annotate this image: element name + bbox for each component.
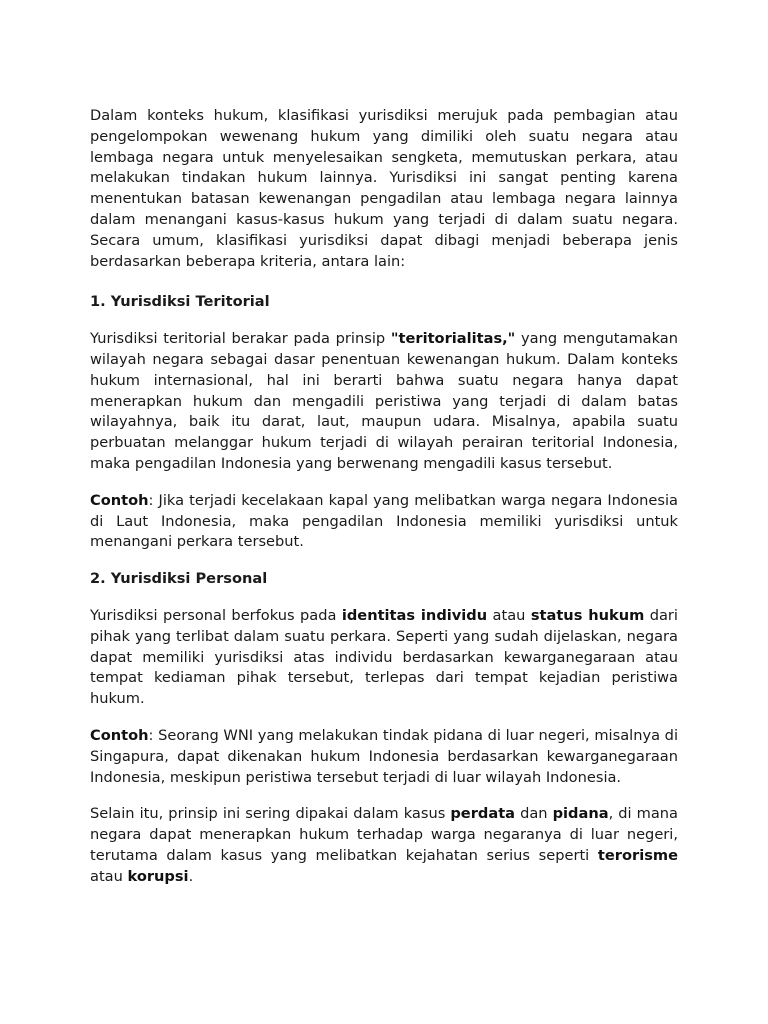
text-run: . xyxy=(188,867,194,885)
bold-term-teritorialitas: "teritorialitas," xyxy=(390,330,516,348)
section-heading-territorial: 1. Yurisdiksi Teritorial xyxy=(90,293,270,311)
text-run: atau xyxy=(487,606,531,624)
bold-term-perdata: perdata xyxy=(450,805,516,823)
text-run: Yurisdiksi teritorial berakar pada prinsip xyxy=(90,330,391,348)
personal-paragraph xyxy=(90,606,678,710)
text-run: , di mana negara dapat menerapkan hukum terhadap warga negaranya di luar negeri, terutama dalam kasus yang melibatkan kejahatan serius seperti xyxy=(90,805,678,864)
text-run: dari pihak yang terlibat dalam suatu perkara. Seperti yang sudah dijelaskan, negara dapat memiliki yurisdiksi atas individu berdasarkan kewarganegaraan atau tempat kediaman pihak tersebut, terlepas dari tempat kejadian peristiwa hukum. xyxy=(90,606,678,708)
document-page xyxy=(90,106,678,888)
bold-term-status-hukum: status hukum xyxy=(530,606,645,624)
bold-term-pidana: pidana xyxy=(552,805,609,823)
bold-term-terorisme: terorisme xyxy=(597,846,678,864)
section-heading-personal: 2. Yurisdiksi Personal xyxy=(90,570,268,588)
example-label: Contoh xyxy=(90,726,149,744)
territorial-example xyxy=(90,491,678,553)
text-run: Yurisdiksi personal berfokus pada xyxy=(90,606,342,624)
example-text: : Seorang WNI yang melakukan tindak pidana di luar negeri, misalnya di Singapura, dapat dikenakan hukum Indonesia berdasarkan kewarganegaraan Indonesia, meskipun peristiwa tersebut terjadi di luar wilayah Indonesia. xyxy=(90,726,678,786)
text-run: dan xyxy=(515,805,553,823)
example-text: : Jika terjadi kecelakaan kapal yang melibatkan warga negara Indonesia di Laut Indonesia, maka pengadilan Indonesia memiliki yurisdiksi untuk menangani perkara tersebut. xyxy=(90,491,678,551)
section-territorial xyxy=(90,292,678,553)
text-run: atau xyxy=(90,867,128,885)
bold-term-identitas-individu: identitas individu xyxy=(341,606,488,624)
territorial-paragraph xyxy=(90,329,678,475)
personal-closing-paragraph xyxy=(90,804,678,887)
personal-example xyxy=(90,726,678,788)
example-label: Contoh xyxy=(90,491,149,509)
text-run: yang mengutamakan wilayah negara sebagai dasar penentuan kewenangan hukum. Dalam konteks hukum internasional, hal ini berarti bahwa suatu negara hanya dapat menerapkan hukum dan mengadili peristiwa yang terjadi di dalam batas wilayahnya, baik itu darat, laut, maupun udara. Misalnya, apabila suatu perbuatan melanggar hukum terjadi di wilayah perairan teritorial Indonesia, maka pengadilan Indonesia yang berwenang mengadili kasus tersebut. xyxy=(90,330,678,472)
text-run: Selain itu, prinsip ini sering dipakai dalam kasus xyxy=(90,805,451,823)
bold-term-korupsi: korupsi xyxy=(127,867,189,885)
section-personal xyxy=(90,569,678,887)
intro-paragraph: Dalam konteks hukum, klasifikasi yurisdiksi merujuk pada pembagian atau pengelompokan wewenang hukum yang dimiliki oleh suatu negara atau lembaga negara untuk menyelesaikan sengketa, memutuskan perkara, atau melakukan tindakan hukum lainnya. Yurisdiksi ini sangat penting karena menentukan batasan kewenangan pengadilan atau lembaga negara lainnya dalam menangani kasus-kasus hukum yang terjadi di dalam suatu negara. Secara umum, klasifikasi yurisdiksi dapat dibagi menjadi beberapa jenis berdasarkan beberapa kriteria, antara lain: xyxy=(90,107,678,270)
